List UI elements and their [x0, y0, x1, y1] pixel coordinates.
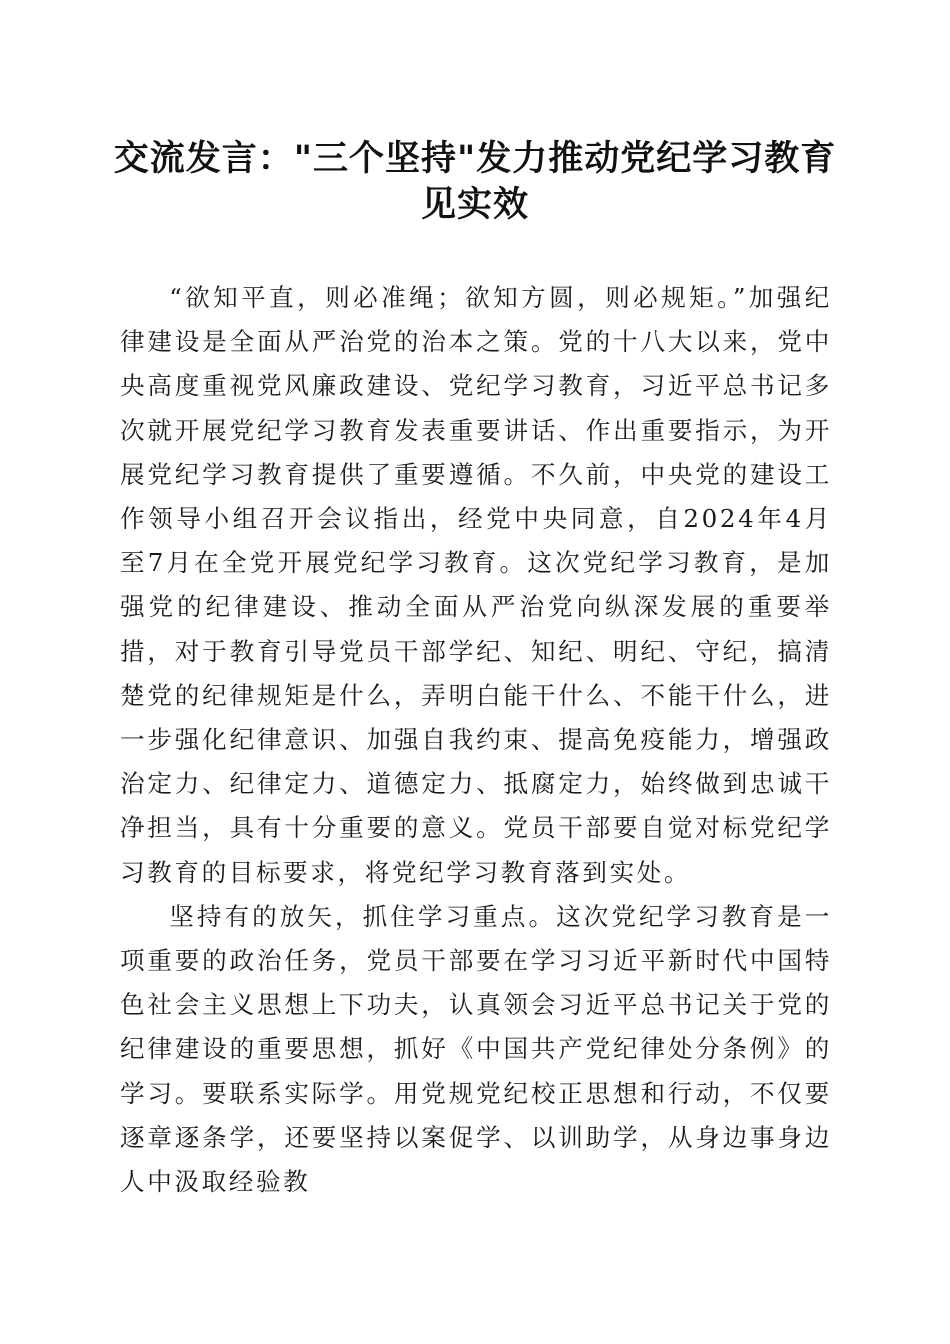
- document-title: 交流发言："三个坚持"发力推动党纪学习教育见实效: [113, 138, 837, 225]
- document-body: [120, 276, 832, 1204]
- paragraph-intro: “欲知平直，则必准绳；欲知方圆，则必规矩。”加强纪律建设是全面从严治党的治本之策。党的十八大以来，党中央高度重视党风廉政建设、党纪学习教育，习近平总书记多次就开展党纪学习教育发表重要讲话、作出重要指示，为开展党纪学习教育提供了重要遵循。不久前，中央党的建设工作领导小组召开会议指出，经党中央同意，自2024年4月至7月在全党开展党纪学习教育。这次党纪学习教育，是加强党的纪律建设、推动全面从严治党向纵深发展的重要举措，对于教育引导党员干部学纪、知纪、明纪、守纪，搞清楚党的纪律规矩是什么，弄明白能干什么、不能干什么，进一步强化纪律意识、加强自我约束、提高免疫能力，增强政治定力、纪律定力、道德定力、抵腐定力，始终做到忠诚干净担当，具有十分重要的意义。党员干部要自觉对标党纪学习教育的目标要求，将党纪学习教育落到实处。: [120, 283, 832, 887]
- paragraph-study-focus: 坚持有的放矢，抓住学习重点。这次党纪学习教育是一项重要的政治任务，党员干部要在学习习近平新时代中国特色社会主义思想上下功夫，认真领会习近平总书记关于党的纪律建设的重要思想，抓好《中国共产党纪律处分条例》的学习。要联系实际学。用党规党纪校正思想和行动，不仅要逐章逐条学，还要坚持以案促学、以训助学，从身边事身边人中汲取经验教: [120, 901, 832, 1197]
